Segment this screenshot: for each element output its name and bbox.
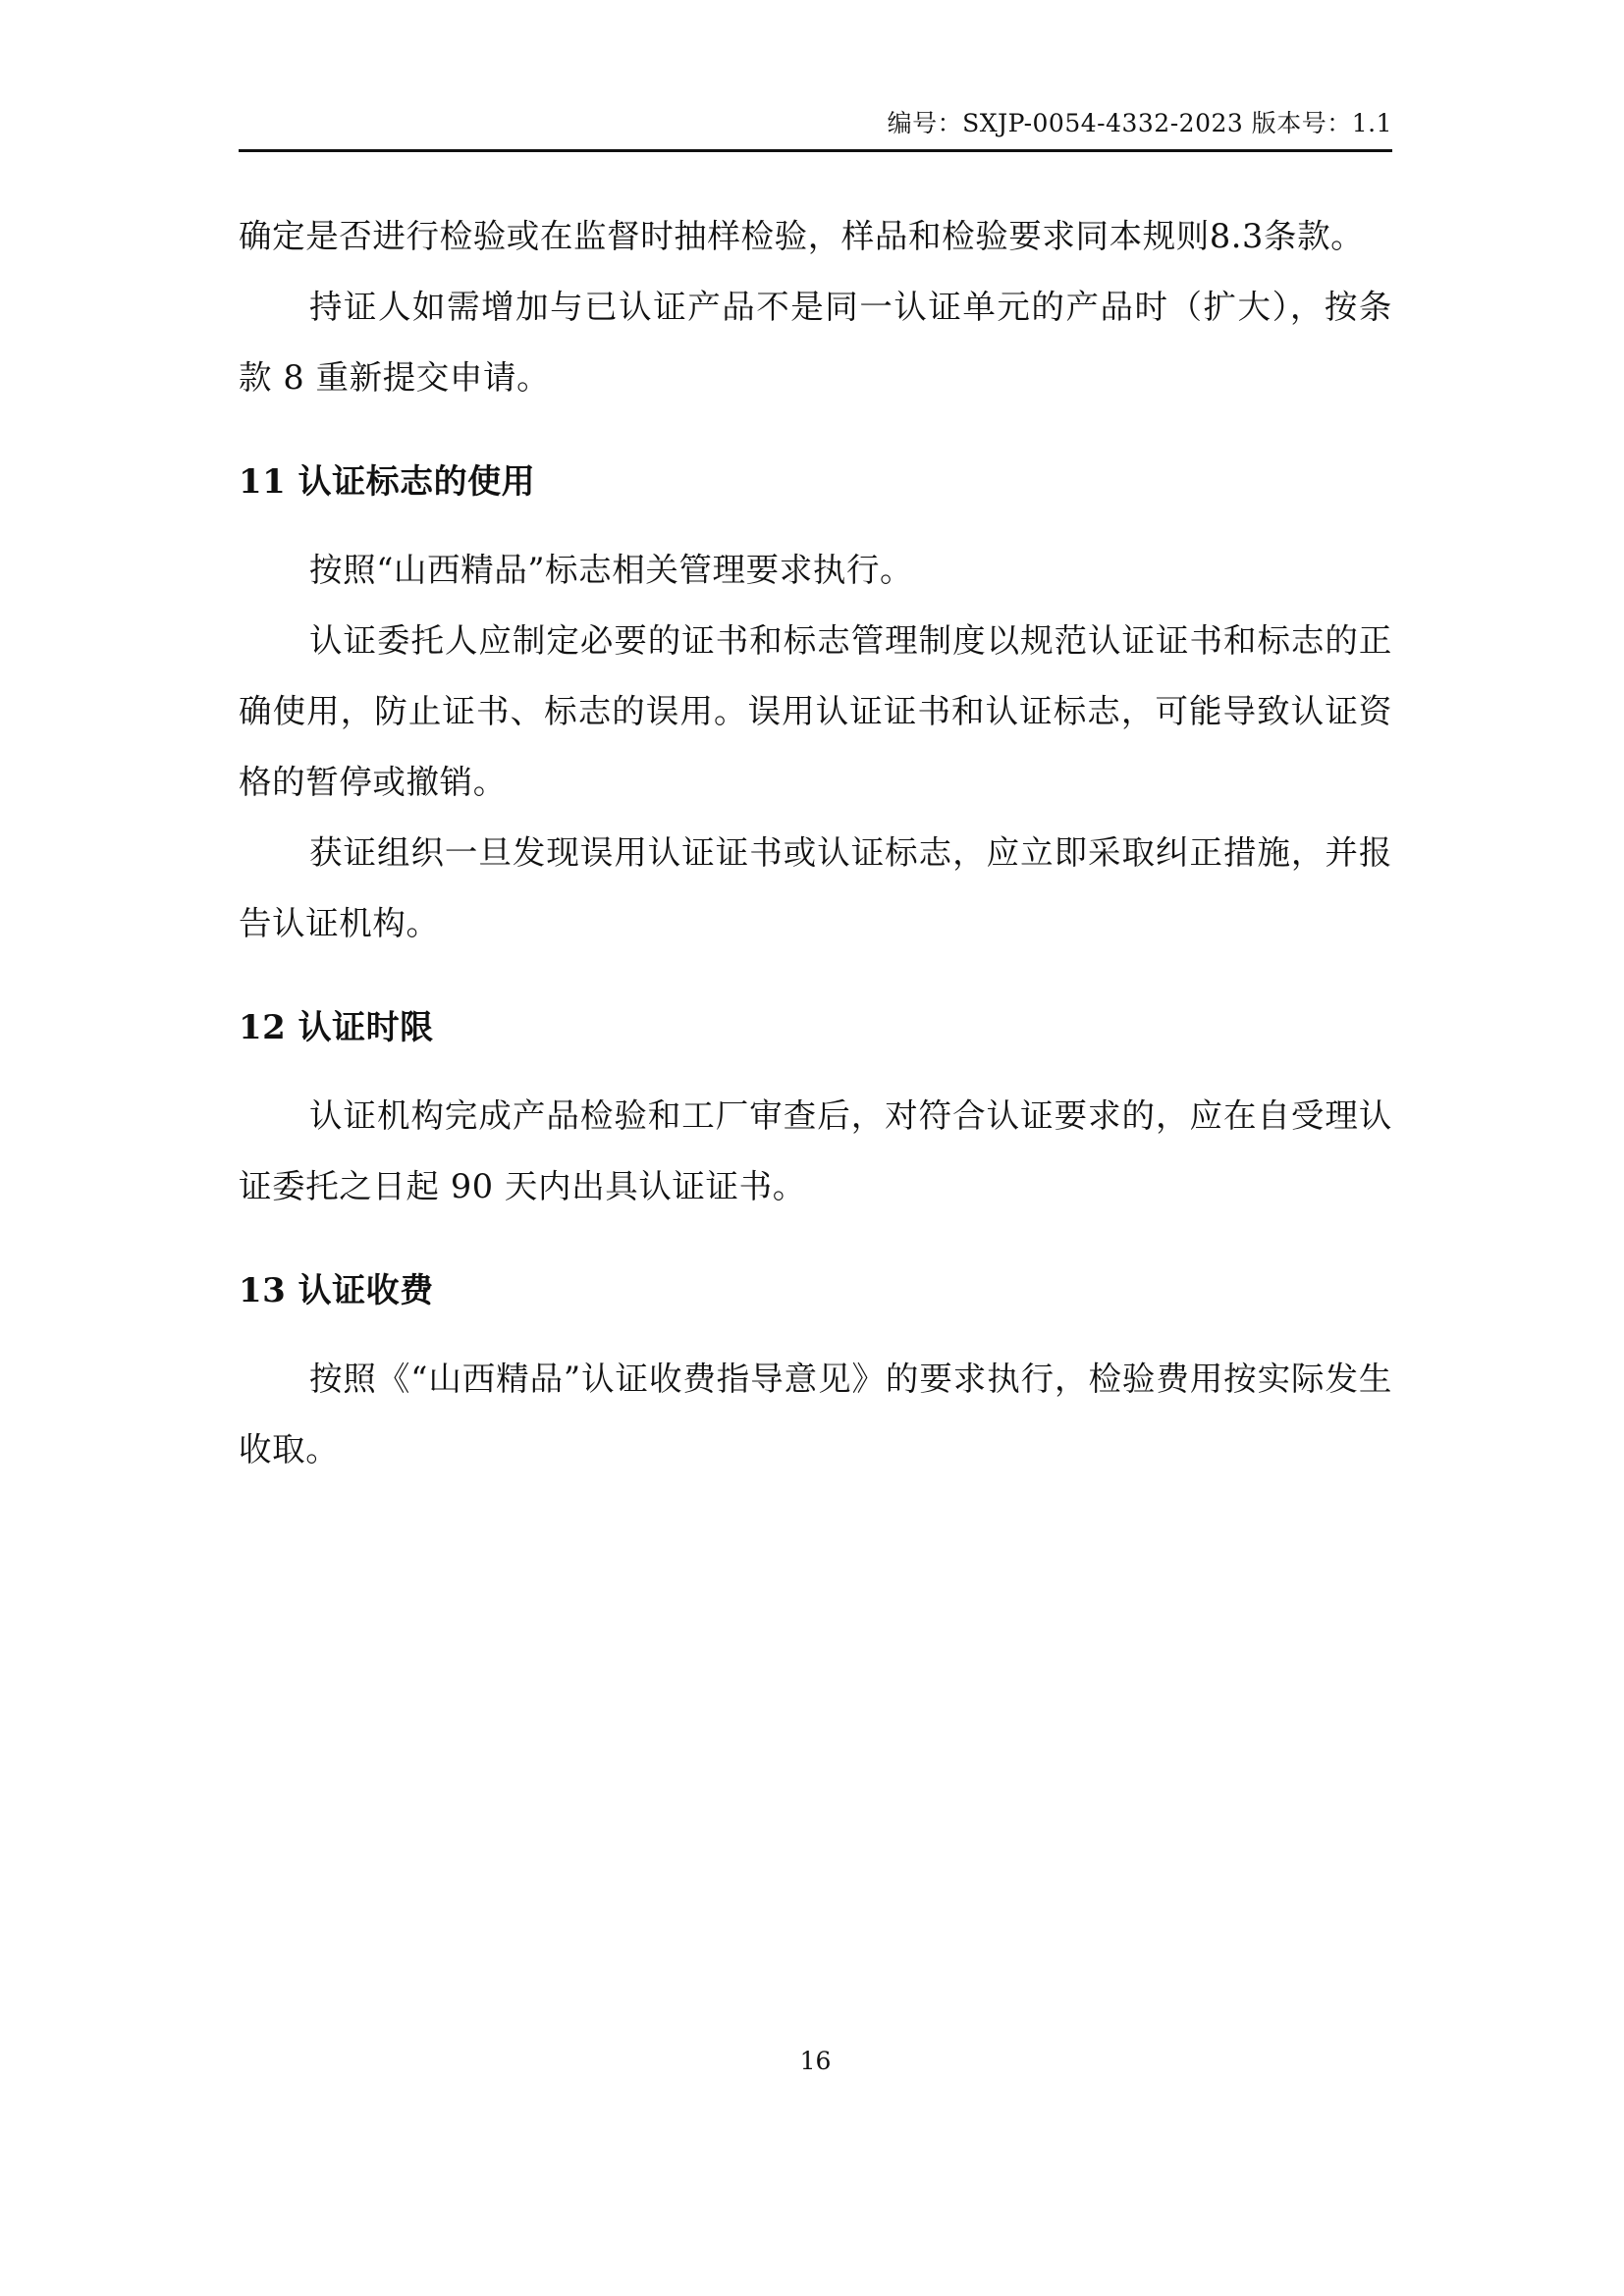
page-header	[239, 104, 1392, 139]
page-number: 16	[799, 2047, 832, 2075]
page-footer	[239, 2047, 1392, 2075]
paragraph-fee-guidance: 按照《“山西精品”认证收费指导意见》的要求执行，检验费用按实际发生收取。	[239, 1360, 1392, 1468]
paragraph-mark-management: 按照“山西精品”标志相关管理要求执行。	[309, 551, 914, 589]
header-divider	[239, 149, 1392, 152]
document-code: 编号：SXJP-0054-4332-2023 版本号：1.1	[887, 109, 1392, 137]
spacer	[239, 1063, 1392, 1081]
spacer	[239, 517, 1392, 535]
paragraph-misuse-correction: 获证组织一旦发现误用认证证书或认证标志，应立即采取纠正措施，并报告认证机构。	[239, 833, 1392, 942]
spacer	[239, 1326, 1392, 1344]
spacer	[239, 959, 1392, 992]
heading-11-mark-usage: 11 认证标志的使用	[239, 462, 536, 502]
paragraph-certificate-mark-rules: 认证委托人应制定必要的证书和标志管理制度以规范认证证书和标志的正确使用，防止证书、标志的误用。误用认证证书和认证标志，可能导致认证资格的暂停或撤销。	[239, 621, 1392, 801]
document-body	[239, 201, 1392, 1485]
spacer	[239, 413, 1392, 447]
paragraph-sampling-inspection: 确定是否进行检验或在监督时抽样检验，样品和检验要求同本规则8.3条款。	[239, 217, 1365, 255]
paragraph-expansion-request: 持证人如需增加与已认证产品不是同一认证单元的产品时（扩大），按条款 8 重新提交申请。	[239, 288, 1392, 397]
page-content	[239, 0, 1392, 2296]
heading-12-time-limit: 12 认证时限	[239, 1008, 434, 1047]
heading-13-fees: 13 认证收费	[239, 1271, 434, 1310]
spacer	[239, 1222, 1392, 1255]
paragraph-certificate-issuance-time: 认证机构完成产品检验和工厂审查后，对符合认证要求的，应在自受理认证委托之日起 90 天内出具认证证书。	[239, 1096, 1392, 1205]
